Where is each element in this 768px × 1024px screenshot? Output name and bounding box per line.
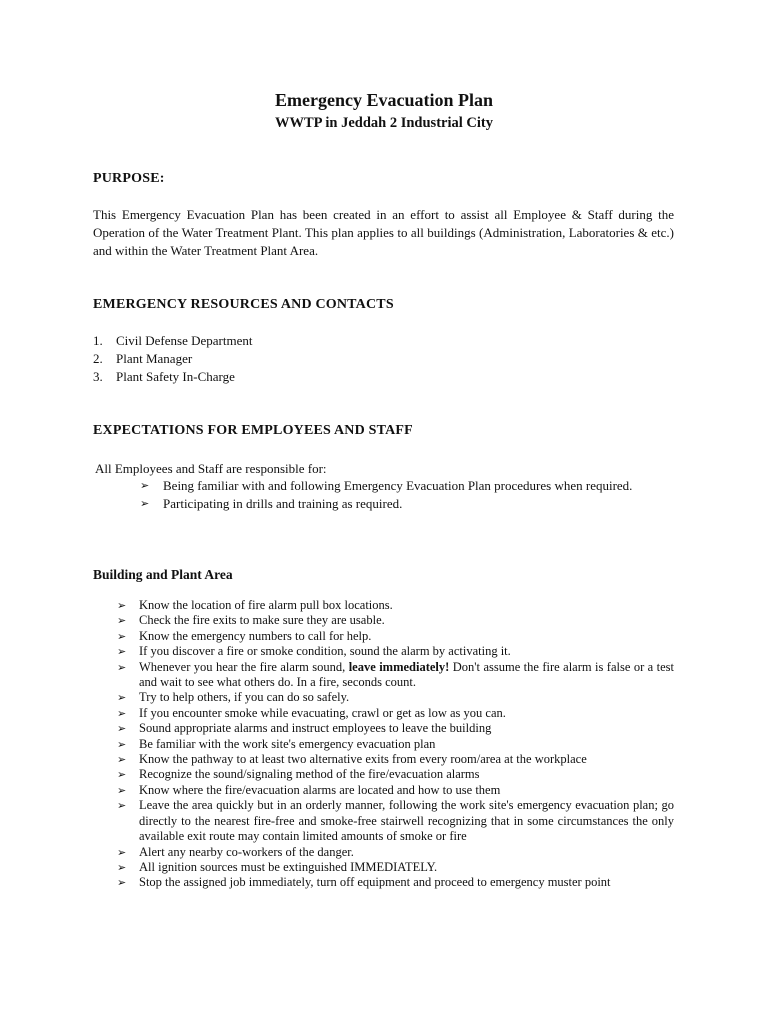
arrowhead-bullet-icon: ➢	[117, 876, 127, 890]
arrowhead-bullet-icon: ➢	[117, 614, 127, 628]
expectations-list	[140, 477, 674, 513]
list-item-label: Recognize the sound/signaling method of the fire/evacuation alarms	[139, 767, 480, 782]
resources-heading: EMERGENCY RESOURCES AND CONTACTS	[93, 297, 394, 312]
list-item-label: Be familiar with the work site's emergency evacuation plan	[139, 736, 436, 751]
arrowhead-bullet-icon: ➢	[117, 783, 127, 797]
list-item-label: Check the fire exits to make sure they are usable.	[139, 613, 385, 628]
expectations-heading: EXPECTATIONS FOR EMPLOYEES AND STAFF	[93, 423, 413, 438]
list-item-label: Alert any nearby co-workers of the danger.	[139, 844, 354, 859]
resources-list	[93, 332, 252, 386]
list-item-label: Know the location of fire alarm pull box locations.	[139, 598, 393, 612]
list-item	[117, 860, 674, 875]
list-item-label: If you discover a fire or smoke condition, sound the alarm by activating it.	[139, 644, 511, 659]
list-item-label: Try to help others, if you can do so safely.	[139, 690, 350, 705]
arrowhead-bullet-icon: ➢	[140, 479, 150, 492]
expectations-intro: All Employees and Staff are responsible for:	[95, 461, 327, 476]
list-item-label: Plant Manager	[116, 351, 193, 366]
document-title: Emergency Evacuation Plan	[275, 90, 493, 110]
list-item	[117, 598, 674, 613]
list-item	[117, 798, 674, 844]
list-item-label: Stop the assigned job immediately, turn off equipment and proceed to emergency muster point	[139, 875, 611, 890]
list-item	[117, 690, 674, 705]
list-number: 1.	[93, 333, 103, 348]
list-number: 2.	[93, 351, 103, 366]
purpose-paragraph: This Emergency Evacuation Plan has been created in an effort to assist all Employee & Staff during the Operation of the Water Treatment Plant. This plan applies to all buildings (Administration, Laboratories & etc.) and within the Water Treatment Plant Area.	[93, 207, 674, 258]
list-item	[117, 721, 674, 736]
list-item	[117, 706, 674, 721]
list-item	[117, 629, 674, 644]
list-item-label: Participating in drills and training as required.	[163, 496, 403, 511]
list-item	[117, 752, 674, 767]
list-item-label: Whenever you hear the fire alarm sound,	[139, 659, 349, 674]
list-item	[140, 495, 674, 512]
document-subtitle: WWTP in Jeddah 2 Industrial City	[275, 115, 493, 131]
list-item-label: Plant Safety In-Charge	[116, 369, 235, 384]
arrowhead-bullet-icon: ➢	[117, 737, 127, 751]
list-item	[93, 368, 252, 386]
list-item	[117, 644, 674, 659]
arrowhead-bullet-icon: ➢	[140, 497, 150, 510]
purpose-heading: PURPOSE:	[93, 171, 165, 186]
arrowhead-bullet-icon: ➢	[117, 799, 127, 813]
list-item-label: All ignition sources must be extinguished IMMEDIATELY.	[139, 859, 438, 874]
arrowhead-bullet-icon: ➢	[117, 768, 127, 782]
arrowhead-bullet-icon: ➢	[117, 722, 127, 736]
list-item-label: Being familiar with and following Emergency Evacuation Plan procedures when required.	[163, 478, 633, 493]
list-item	[117, 783, 674, 798]
list-item-continuation: Don't assume the fire alarm is false or a test and wait to see what others do. In a fire, seconds count.	[139, 659, 675, 690]
list-item	[117, 875, 674, 890]
list-item	[140, 477, 674, 494]
list-item-label: Know the emergency numbers to call for help.	[139, 628, 372, 643]
arrowhead-bullet-icon: ➢	[117, 706, 127, 720]
list-item-label: Know the pathway to at least two alternative exits from every room/area at the workplace	[139, 752, 587, 767]
arrowhead-bullet-icon: ➢	[117, 753, 127, 767]
list-number: 3.	[93, 369, 103, 384]
arrowhead-bullet-icon: ➢	[117, 691, 127, 705]
list-item-label: Sound appropriate alarms and instruct employees to leave the building	[139, 721, 492, 736]
arrowhead-bullet-icon: ➢	[117, 629, 127, 643]
list-item-label: Know where the fire/evacuation alarms are located and how to use them	[139, 782, 501, 797]
arrowhead-bullet-icon: ➢	[117, 860, 127, 874]
emphasis-text: leave immediately!	[348, 659, 450, 674]
arrowhead-bullet-icon: ➢	[117, 645, 127, 659]
list-item-label: Leave the area quickly but in an orderly manner, following the work site's emergency evacuation plan; go directly to the nearest fire-free and smoke-free stairwell recognizing that in some circumstances the only available exit route may contain limited amounts of smoke or fire	[139, 798, 674, 844]
list-item-label: If you encounter smoke while evacuating, crawl or get as low as you can.	[139, 705, 506, 720]
arrowhead-bullet-icon: ➢	[117, 845, 127, 859]
list-item	[117, 613, 674, 628]
arrowhead-bullet-icon: ➢	[117, 599, 127, 612]
list-item-label: Civil Defense Department	[116, 333, 253, 348]
list-item	[93, 350, 252, 368]
list-item	[117, 845, 674, 860]
arrowhead-bullet-icon: ➢	[117, 660, 127, 674]
building-list	[117, 598, 674, 891]
list-item	[93, 332, 252, 350]
list-item	[117, 660, 674, 691]
list-item	[117, 737, 674, 752]
building-heading: Building and Plant Area	[93, 567, 233, 582]
list-item	[117, 767, 674, 782]
